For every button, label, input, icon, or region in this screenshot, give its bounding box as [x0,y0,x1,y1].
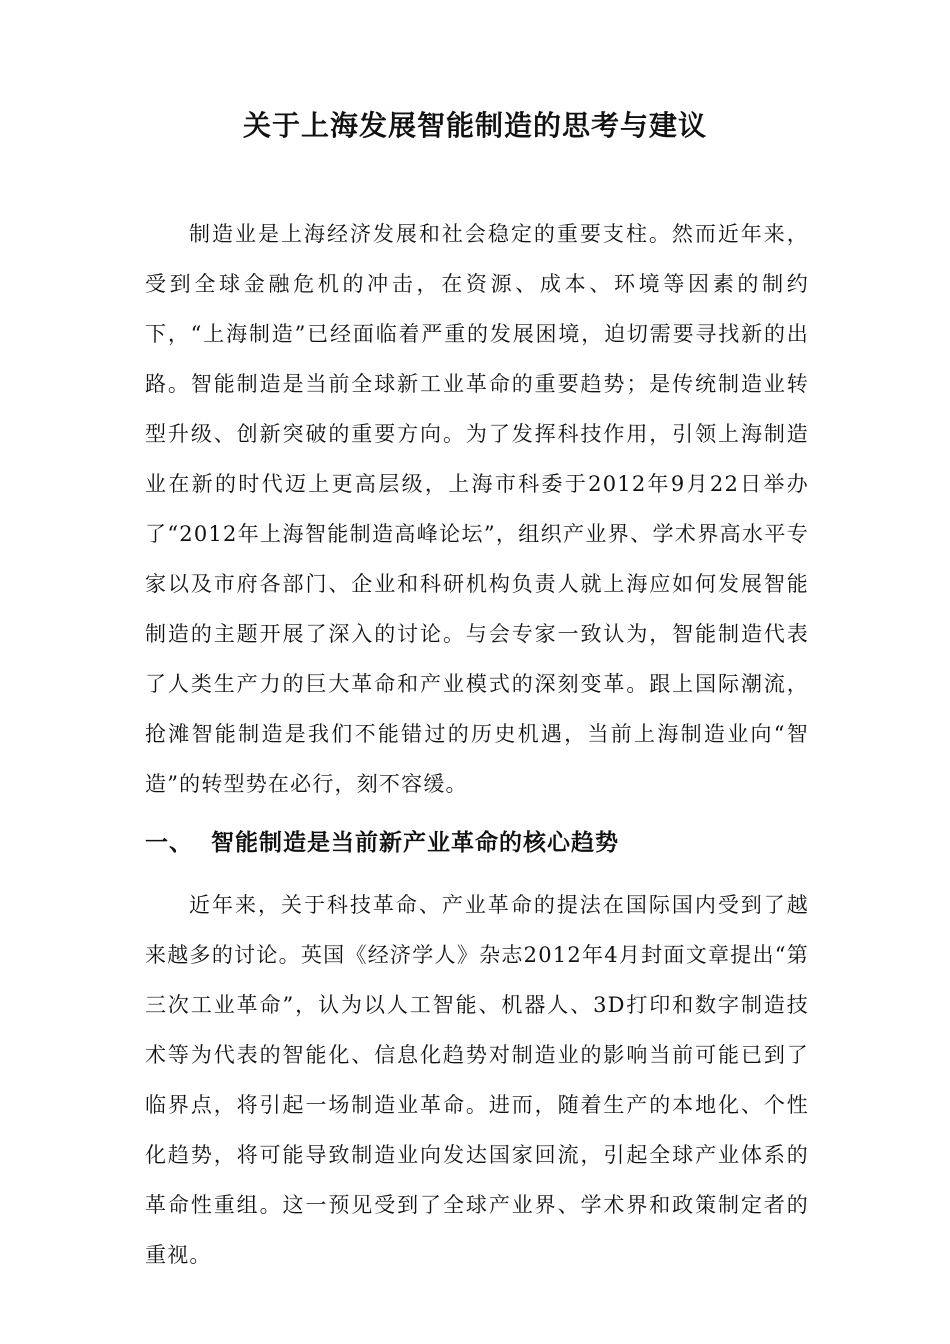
section-paragraph: 近年来，关于科技革命、产业革命的提法在国际国内受到了越来越多的讨论。英国《经济学人》杂志2012年4月封面文章提出“第三次工业革命”，认为以人工智能、机器人、3D打印和数字制造技术等为代表的智能化、信息化趋势对制造业的影响当前可能已到了临界点，将引起一场制造业革命。进而，随着生产的本地化、个性化趋势，将可能导致制造业向发达国家回流，引起全球产业体系的革命性重组。这一预见受到了全球产业界、学术界和政策制定者的重视。 [145,893,809,1267]
intro-paragraph: 制造业是上海经济发展和社会稳定的重要支柱。然而近年来，受到全球金融危机的冲击，在资源、成本、环境等因素的制约下，“上海制造”已经面临着严重的发展困境，迫切需要寻找新的出路。智能制造是当前全球新工业革命的重要趋势；是传统制造业转型升级、创新突破的重要方向。为了发挥科技作用，引领上海制造业在新的时代迈上更高层级，上海市科委于2012年9月22日举办了“2012年上海智能制造高峰论坛”，组织产业界、学术界高水平专家以及市府各部门、企业和科研机构负责人就上海应如何发展智能制造的主题开展了深入的讨论。与会专家一致认为，智能制造代表了人类生产力的巨大革命和产业模式的深刻变革。跟上国际潮流，抢滩智能制造是我们不能错过的历史机遇，当前上海制造业向“智造”的转型势在必行，刻不容缓。 [145,222,809,796]
section-heading [145,824,809,862]
section-number: 一、 [145,830,193,856]
section-title: 智能制造是当前新产业革命的核心趋势 [211,830,619,856]
document-title: 关于上海发展智能制造的思考与建议 [242,109,707,142]
